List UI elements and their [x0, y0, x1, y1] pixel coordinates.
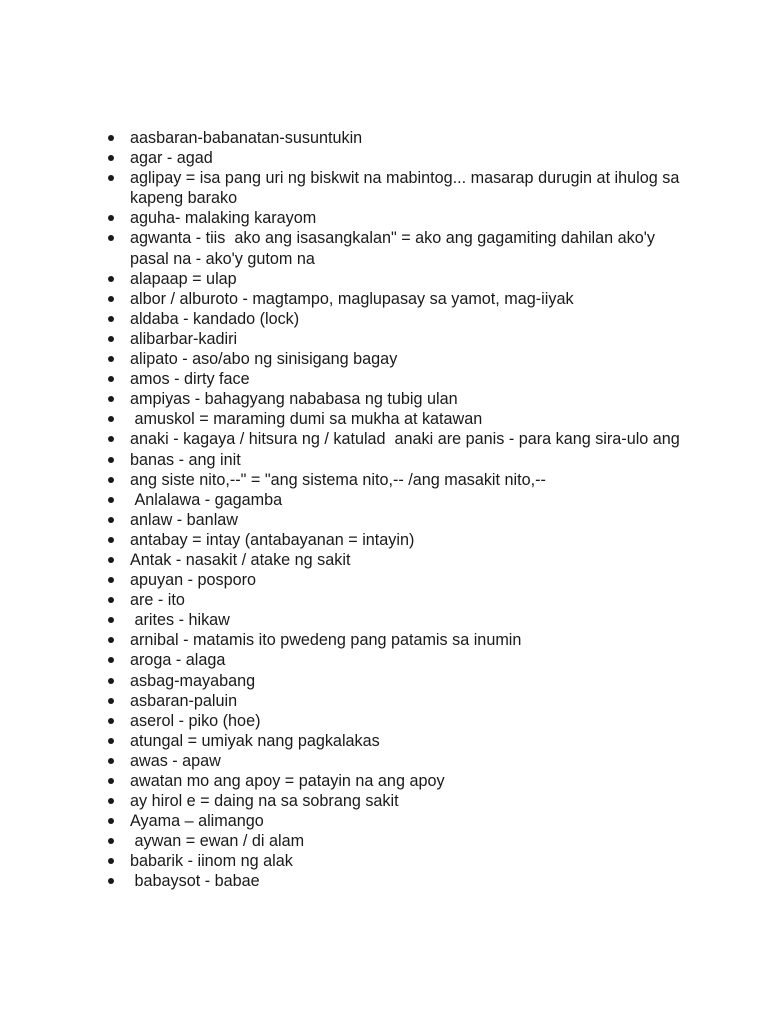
list-item: [0, 429, 768, 449]
bullet-icon: [108, 798, 114, 804]
list-item-text: aglipay = isa pang uri ng biskwit na mabintog... masarap durugin at ihulog sa kapeng barako: [130, 169, 684, 208]
list-item: [0, 590, 768, 610]
list-item-text: aguha- malaking karayom: [130, 209, 317, 228]
list-item: [0, 771, 768, 791]
list-item-text: are - ito: [130, 591, 185, 610]
list-item-text: albor / alburoto - magtampo, maglupasay sa yamot, mag-iiyak: [130, 289, 574, 308]
list-item-text: ampiyas - bahagyang nababasa ng tubig ulan: [130, 390, 458, 409]
list-item-text: asbaran-paluin: [130, 691, 238, 710]
list-item: [0, 128, 768, 148]
bullet-icon: [108, 858, 114, 864]
bullet-icon: [108, 657, 114, 663]
list-item: [0, 811, 768, 831]
list-item-text: apuyan - posporo: [130, 571, 256, 590]
list-item: [0, 711, 768, 731]
bullet-icon: [108, 235, 114, 241]
list-item-text: aywan = ewan / di alam: [130, 832, 305, 851]
list-item-text: arites - hikaw: [130, 611, 230, 630]
bullet-icon: [108, 497, 114, 503]
bullet-icon: [108, 818, 114, 824]
list-item: [0, 409, 768, 429]
bullet-icon: [108, 637, 114, 643]
bullet-icon: [108, 336, 114, 342]
list-item: [0, 208, 768, 228]
bullet-icon: [108, 718, 114, 724]
list-item-text: anlaw - banlaw: [130, 510, 238, 529]
list-item-text: amuskol = maraming dumi sa mukha at katawan: [130, 410, 483, 429]
list-item-text: babaysot - babae: [130, 872, 260, 891]
list-item: [0, 570, 768, 590]
list-item: [0, 751, 768, 771]
bullet-icon: [108, 617, 114, 623]
list-item-text: amos - dirty face: [130, 370, 250, 389]
bullet-icon: [108, 517, 114, 523]
list-item: [0, 650, 768, 670]
list-item-text: banas - ang init: [130, 450, 241, 469]
list-item: [0, 228, 768, 268]
list-item: [0, 510, 768, 530]
bullet-icon: [108, 155, 114, 161]
list-item: [0, 550, 768, 570]
list-item-text: babarik - iinom ng alak: [130, 852, 293, 871]
bullet-icon: [108, 416, 114, 422]
bullet-icon: [108, 698, 114, 704]
list-item-text: Ayama – alimango: [130, 812, 264, 831]
bullet-icon: [108, 577, 114, 583]
list-item: [0, 630, 768, 650]
list-item-text: alibarbar-kadiri: [130, 329, 238, 348]
list-item: [0, 490, 768, 510]
list-item: [0, 530, 768, 550]
list-item: [0, 691, 768, 711]
list-item: [0, 791, 768, 811]
bullet-icon: [108, 135, 114, 141]
list-item: [0, 289, 768, 309]
list-item-text: agar - agad: [130, 149, 213, 168]
list-item-text: awas - apaw: [130, 751, 221, 770]
list-item: [0, 309, 768, 329]
bullet-icon: [108, 215, 114, 221]
list-item: [0, 269, 768, 289]
bullet-icon: [108, 296, 114, 302]
list-item-text: alipato - aso/abo ng sinisigang bagay: [130, 350, 398, 369]
list-item: [0, 389, 768, 409]
bullet-icon: [108, 597, 114, 603]
bullet-icon: [108, 738, 114, 744]
bullet-icon: [108, 778, 114, 784]
bullet-icon: [108, 316, 114, 322]
bullet-icon: [108, 436, 114, 442]
list-item-text: aroga - alaga: [130, 651, 226, 670]
list-item: [0, 329, 768, 349]
list-item-text: Anlalawa - gagamba: [130, 490, 283, 509]
list-item: [0, 831, 768, 851]
list-item: [0, 671, 768, 691]
list-item-text: antabay = intay (antabayanan = intayin): [130, 530, 415, 549]
bullet-icon: [108, 175, 114, 181]
list-item-text: ang siste nito,--" = "ang sistema nito,-- /ang masakit nito,--: [130, 470, 546, 489]
list-item-text: anaki - kagaya / hitsura ng / katulad anaki are panis - para kang sira-ulo ang: [130, 430, 680, 449]
bullet-icon: [108, 838, 114, 844]
list-item: [0, 731, 768, 751]
list-item-text: Antak - nasakit / atake ng sakit: [130, 550, 351, 569]
list-item: [0, 871, 768, 891]
list-item-text: asbag-mayabang: [130, 671, 256, 690]
bullet-icon: [108, 557, 114, 563]
list-item-text: arnibal - matamis ito pwedeng pang patamis sa inumin: [130, 631, 522, 650]
list-item-text: agwanta - tiis ako ang isasangkalan" = ako ang gagamiting dahilan ako'y pasal na - ako'y gutom na: [130, 229, 660, 268]
list-item: [0, 349, 768, 369]
bullet-icon: [108, 457, 114, 463]
bullet-icon: [108, 678, 114, 684]
list-item: [0, 610, 768, 630]
bullet-icon: [108, 356, 114, 362]
bullet-icon: [108, 537, 114, 543]
bullet-icon: [108, 396, 114, 402]
list-item-text: atungal = umiyak nang pagkalakas: [130, 731, 380, 750]
list-item-text: aldaba - kandado (lock): [130, 309, 300, 328]
list-item: [0, 168, 768, 208]
bullet-icon: [108, 276, 114, 282]
list-item-text: alapaap = ulap: [130, 269, 237, 288]
list-item-text: awatan mo ang apoy = patayin na ang apoy: [130, 772, 445, 790]
list-item: [0, 148, 768, 168]
list-item-text: aasbaran-babanatan-susuntukin: [130, 129, 363, 147]
list-item: [0, 450, 768, 470]
bullet-icon: [108, 878, 114, 884]
list-item-text: aserol - piko (hoe): [130, 711, 261, 730]
list-item: [0, 369, 768, 389]
glossary-list: [0, 128, 768, 892]
bullet-icon: [108, 376, 114, 382]
list-item: [0, 851, 768, 871]
list-item-text: ay hirol e = daing na sa sobrang sakit: [130, 792, 399, 811]
bullet-icon: [108, 758, 114, 764]
bullet-icon: [108, 477, 114, 483]
list-item: [0, 470, 768, 490]
